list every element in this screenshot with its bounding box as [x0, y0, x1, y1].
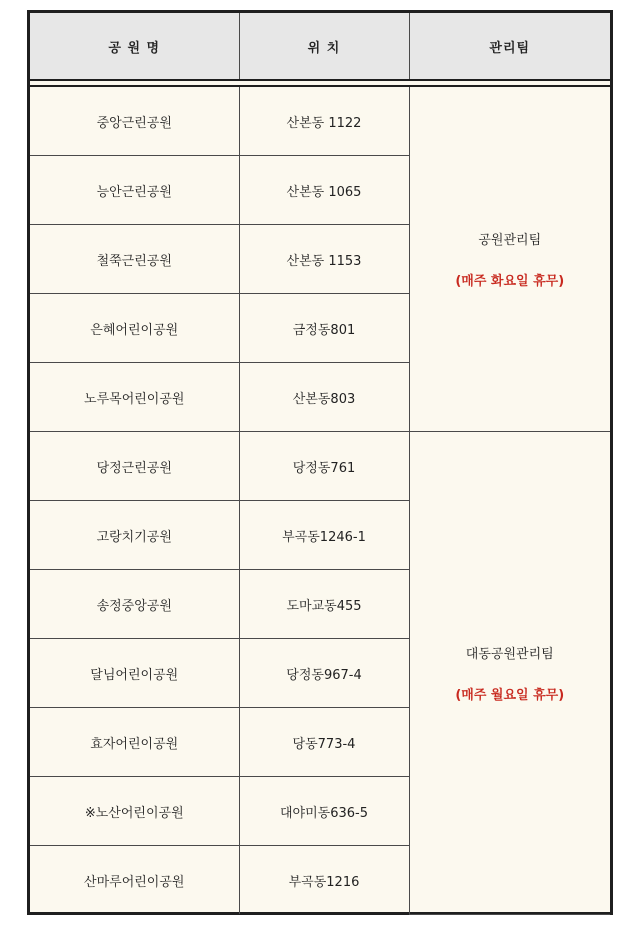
location-cell: 산본동 1153	[239, 225, 409, 294]
location-cell: 당정동967-4	[239, 639, 409, 708]
location-cell: 산본동 1122	[239, 86, 409, 156]
team-cell-2	[409, 432, 610, 915]
team-name: 대동공원관리팀	[465, 646, 554, 662]
location-cell: 금정동801	[239, 294, 409, 363]
table-row	[30, 432, 610, 501]
location-cell: 부곡동1246-1	[239, 501, 409, 570]
location-cell: 대야미동636-5	[239, 777, 409, 846]
team-name: 공원관리팀	[478, 233, 542, 248]
park-management-table	[30, 13, 610, 915]
park-name-cell: 고랑치기공원	[30, 501, 239, 570]
location-cell: 산본동803	[239, 363, 409, 432]
location-cell: 당동773-4	[239, 708, 409, 777]
park-name-cell: 효자어린이공원	[30, 708, 239, 777]
location-cell: 당정동761	[239, 432, 409, 501]
park-name-cell: 철쭉근린공원	[30, 225, 239, 294]
park-table-frame	[27, 10, 613, 915]
park-name-cell: 노루목어린이공원	[30, 363, 239, 432]
team-closed-note: (매주 화요일 휴무)	[455, 274, 565, 289]
header-team: 관리팀	[409, 13, 610, 80]
park-name-cell: 달님어린이공원	[30, 639, 239, 708]
header-row	[30, 13, 610, 80]
team-cell-1	[409, 86, 610, 432]
park-name-cell: 산마루어린이공원	[30, 846, 239, 915]
location-cell: 도마교동455	[239, 570, 409, 639]
park-name-cell: 당정근린공원	[30, 432, 239, 501]
team-closed-note: (매주 월요일 휴무)	[455, 687, 565, 703]
park-name-cell: ※노산어린이공원	[30, 777, 239, 846]
header-park-name: 공 원 명	[30, 13, 239, 80]
park-name-cell: 은혜어린이공원	[30, 294, 239, 363]
park-name-cell: 능안근린공원	[30, 156, 239, 225]
park-name-cell: 송정중앙공원	[30, 570, 239, 639]
table-row	[30, 86, 610, 156]
location-cell: 산본동 1065	[239, 156, 409, 225]
location-cell: 부곡동1216	[239, 846, 409, 915]
park-name-cell: 중앙근린공원	[30, 86, 239, 156]
header-location: 위 치	[239, 13, 409, 80]
